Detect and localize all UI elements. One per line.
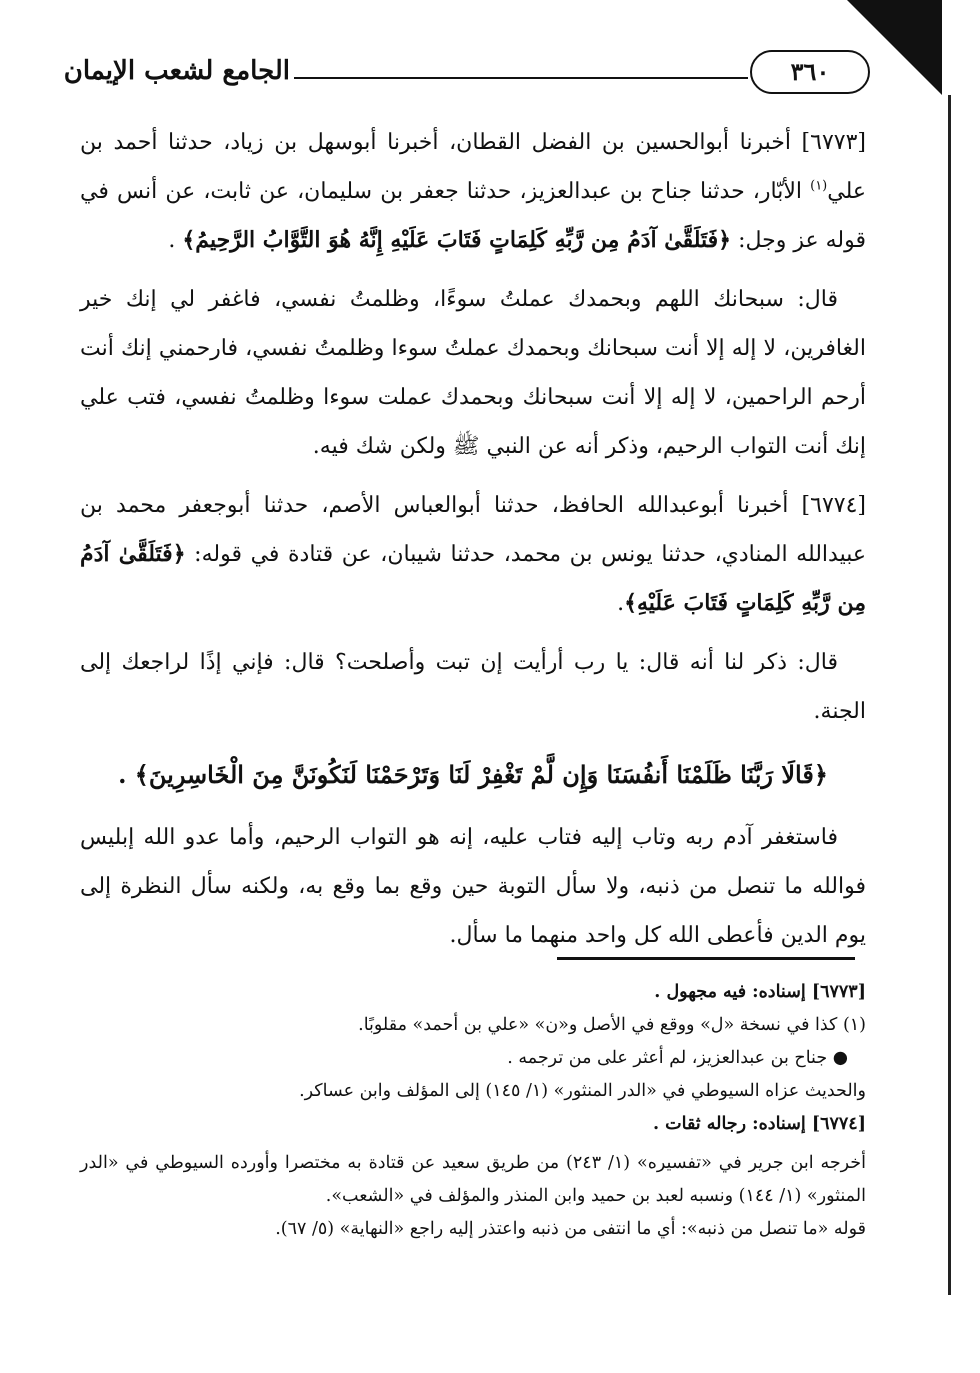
header-rule [294, 77, 748, 79]
hadith-6773 [80, 118, 866, 265]
page-edge-line [948, 95, 951, 1295]
quran-quote-2: ﴿فَتَلَقَّىٰ آدَمُ مِن رَّبِّهِ كَلِمَاتٍ فَتَابَ عَلَيْهِ﴾ [80, 541, 866, 616]
closing-paragraph: فاستغفر آدم ربه وتاب إليه فتاب عليه، إنه هو التواب الرحيم، وأما عدو الله إبليس فوالله ما تنصل من ذنبه، ولا سأل التوبة حين وقع بما وقع به، ولكنه سأل النظرة إلى يوم الدين فأعطى الله كل واحد منهما ما سأل. [80, 825, 866, 948]
hadith-6773-text-a: [٦٧٧٣] أخبرنا أبوالحسين بن الفضل القطان، أخبرنا أبوسهل بن زياد، حدثنا أحمد بن علي [80, 130, 866, 204]
footnote-1: (١) كذا في نسخة «ل» ووقع في الأصل و«ن» «علي بن أحمد» مقلوبًا. [358, 1015, 866, 1035]
quran-quote-1: ﴿فَتَلَقَّىٰ آدَمُ مِن رَّبِّهِ كَلِمَاتٍ فَتَابَ عَلَيْهِ إِنَّهُ هُوَ التَّوَّابُ الرَّحِيمُ﴾ [182, 227, 732, 253]
footnote-attribution: والحديث عزاه السيوطي في «الدر المنثور» (١/ ١٤٥) إلى المؤلف وابن عساكر. [299, 1081, 866, 1101]
page-header [63, 50, 870, 100]
footnote-marker-1: (١) [810, 178, 828, 194]
qatada-paragraph: قال: ذكر لنا أنه قال: يا رب أرأيت إن تبت وأصلحت؟ قال: فإني إذًا لراجعك إلى الجنة. [80, 650, 866, 724]
hadith-6774-end: . [617, 591, 625, 616]
hadith-6774 [80, 481, 866, 628]
footnote-6774-grade: [٦٧٧٤] إسناده: رجاله ثقات . [652, 1114, 866, 1134]
footnote-narrator-note: ● جناح بن عبدالعزيز، لم أعثر على من ترجمه . [507, 1048, 848, 1068]
hadith-6774-text: [٦٧٧٤] أخبرنا أبوعبدالله الحافظ، حدثنا أبوالعباس الأصم، حدثنا أبوجعفر محمد بن عبيدالله المنادي، حدثنا يونس بن محمد، حدثنا شيبان، عن قتادة في قوله: [80, 493, 866, 567]
book-title: الجامع لشعب الإيمان [63, 56, 290, 86]
footnote-6773-grade: [٦٧٧٣] إسناده: فيه مجهول . [654, 982, 866, 1002]
page-number: ٣٦٠ [750, 50, 870, 94]
footnotes [80, 976, 866, 1246]
hadith-6773-end: . [168, 228, 183, 253]
hadith-6773-text-b: الأبّار، حدثنا جناح بن عبدالعزيز، حدثنا جعفر بن سليمان، عن ثابت، عن أنس في قوله عز وجل: [80, 179, 866, 253]
quran-verse: ﴿قَالَا رَبَّنَا ظَلَمْنَا أَنفُسَنَا وَإِن لَّمْ تَغْفِرْ لَنَا وَتَرْحَمْنَا لَنَكُونَنَّ مِنَ الْخَاسِرِينَ﴾ . [118, 760, 828, 789]
footnote-separator [557, 957, 855, 960]
dua-paragraph: قال: سبحانك اللهم وبحمدك عملتُ سوءًا، وظلمتُ نفسي، فاغفر لي إنك خير الغافرين، لا إله إلا أنت سبحانك وبحمدك عملتُ سوءا وظلمتُ نفسي، فارحمني إنك أنت أرحم الراحمين، لا إله إلا أنت سبحانك وبحمدك عملت سوءا وظلمتُ نفسي، فتب علي إنك أنت التواب الرحيم، وذكر أنه عن النبي ﷺ ولكن شك فيه. [80, 287, 866, 459]
main-text [80, 118, 866, 970]
footnote-gloss: قوله «ما تنصل من ذنبه»: أي ما انتفى من ذنبه واعتذر إليه راجع «النهاية» (٥/ ٦٧). [275, 1219, 866, 1239]
footnote-takhrij: أخرجه ابن جرير في «تفسيره» (١/ ٢٤٣) من طريق سعيد عن قتادة به مختصرا وأورده السيوطي في «الدر المنثور» (١/ ١٤٤) ونسبه لعبد بن حميد وابن المنذر والمؤلف في «الشعب». [80, 1153, 866, 1206]
